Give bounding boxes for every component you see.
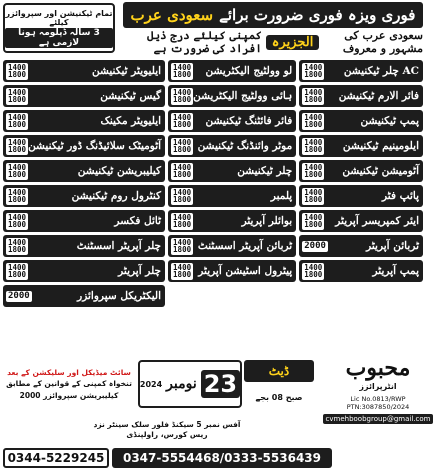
- salary-value: 1800: [173, 245, 192, 254]
- job-title: آٹومیٹک سلائیڈنگ ڈور ٹیکنیشن: [28, 140, 162, 152]
- salary-value: 1400: [173, 112, 192, 122]
- salary-value: 1800: [8, 220, 27, 229]
- job-cell: [3, 285, 165, 307]
- salary-value: 1400: [304, 162, 323, 172]
- salary-value: 1400: [8, 212, 27, 222]
- interview-label: ڈیٹ: [244, 360, 314, 382]
- job-cell: [168, 260, 296, 282]
- salary-value: 1400: [8, 237, 27, 247]
- job-cell: [3, 160, 165, 182]
- job-title: کیلیبریشن ٹیکنیشن: [77, 165, 162, 177]
- job-cell: [168, 110, 296, 132]
- salary-value: 1800: [8, 270, 27, 279]
- job-salary: [171, 238, 193, 255]
- salary-value: 1400: [173, 137, 192, 147]
- job-title: ٹربائن آپریٹر: [366, 240, 419, 252]
- job-cell: [3, 210, 165, 232]
- job-title: پمپ آپریٹر: [372, 265, 419, 277]
- job-salary: [6, 138, 28, 155]
- salary-value: 1400: [173, 187, 192, 197]
- job-cell: [299, 110, 423, 132]
- salary-value: 2000: [8, 290, 30, 301]
- job-cell: [168, 235, 296, 257]
- job-title: AC چلر ٹیکنیشن: [343, 65, 419, 77]
- headline-banner: [123, 2, 423, 28]
- salary-value: 1400: [8, 62, 27, 72]
- pay-line-1: سائٹ میڈیکل اور سلیکشن کے بعد: [7, 368, 131, 378]
- salary-value: 1400: [8, 87, 27, 97]
- salary-value: 1400: [304, 187, 323, 197]
- salary-value: 1400: [8, 162, 27, 172]
- address-line-1: آفس نمبر 5 سیکنڈ فلور سلک سینٹر نزد: [93, 419, 241, 429]
- header: [0, 0, 426, 60]
- diploma-note: [3, 3, 115, 53]
- job-title: گیس ٹیکنیشن: [100, 90, 162, 102]
- headline-prefix: فوری ویزہ فوری ضرورت برائے: [219, 6, 416, 24]
- job-salary: [6, 291, 32, 302]
- salary-value: 1800: [173, 195, 192, 204]
- job-title: کنٹرول روم ٹیکنیشن: [71, 190, 162, 202]
- job-title: ایلیویٹر مکینک: [100, 115, 162, 127]
- salary-value: 1800: [304, 95, 323, 104]
- interview-date: [138, 360, 242, 408]
- job-cell: [299, 160, 423, 182]
- job-salary: [302, 88, 324, 105]
- calibration-title: کیلیبریشن سپروائزر: [43, 390, 119, 400]
- job-salary: [171, 188, 193, 205]
- job-cell: [3, 235, 165, 257]
- job-cell: [299, 235, 423, 257]
- job-salary: [302, 213, 324, 230]
- salary-value: 1400: [304, 212, 323, 222]
- job-cell: [3, 260, 165, 282]
- job-cell: [3, 110, 165, 132]
- job-grid: [3, 60, 423, 307]
- job-title: پیٹرول اسٹیشن آپریٹر: [198, 265, 293, 277]
- salary-value: 1800: [304, 120, 323, 129]
- interview-time: صبح 08 بجے: [255, 392, 303, 402]
- job-title: الیکٹریکل سپروائزر: [77, 290, 162, 302]
- job-cell: [168, 210, 296, 232]
- job-salary: [302, 113, 324, 130]
- job-title: موٹر وائنڈنگ ٹیکنیشن: [197, 140, 293, 152]
- job-salary: [6, 213, 28, 230]
- salary-value: 1400: [8, 262, 27, 272]
- headline-subline: [123, 31, 423, 53]
- job-cell: [168, 135, 296, 157]
- salary-value: 1400: [8, 112, 27, 122]
- salary-value: 1800: [8, 245, 27, 254]
- job-title: آٹومیشن ٹیکنیشن: [342, 165, 419, 177]
- brand-sub: انٹرپرائزز: [359, 382, 397, 392]
- job-salary: [302, 138, 324, 155]
- brand-name: محبوب: [345, 355, 411, 381]
- job-title: ہائی وولٹیج الیکٹریشن: [193, 90, 293, 102]
- job-title: فائر فائٹنگ ٹیکنیشن: [205, 115, 293, 127]
- job-salary: [171, 213, 193, 230]
- salary-value: 1800: [173, 95, 192, 104]
- job-salary: [302, 63, 324, 80]
- job-salary: [302, 241, 328, 252]
- job-cell: [299, 85, 423, 107]
- company-brand: [325, 355, 431, 470]
- job-salary: [171, 88, 193, 105]
- salary-value: 1800: [173, 270, 192, 279]
- pay-terms: [3, 360, 135, 408]
- pay-line-2: تنخواہ کمپنی کے قوانین کے مطابق: [6, 379, 132, 389]
- job-title: چلر آپریٹر اسسٹنٹ: [76, 240, 162, 252]
- subline-suffix: کمپنی کیلئے درج ذیل افراد کی ضرورت ہے: [147, 29, 262, 55]
- licence-line-2: PTN:3087850/2024: [346, 403, 410, 412]
- licence-number: [347, 395, 410, 411]
- salary-value: 1400: [173, 62, 192, 72]
- job-cell: [168, 160, 296, 182]
- job-title: ٹربائن آپریٹر اسسٹنٹ: [197, 240, 293, 252]
- job-title: ایلیویٹر ٹیکنیشن: [92, 65, 162, 77]
- job-title: چلر آپریٹر: [118, 265, 162, 277]
- calibration-salary: 2000: [19, 390, 41, 400]
- job-title: فائر الارم ٹیکنیشن: [338, 90, 419, 102]
- salary-value: 1400: [304, 137, 323, 147]
- job-salary: [302, 163, 324, 180]
- salary-value: 1800: [304, 145, 323, 154]
- salary-value: 1800: [8, 195, 27, 204]
- salary-value: 1800: [8, 95, 27, 104]
- job-salary: [302, 188, 324, 205]
- headline-country: سعودی عرب: [130, 6, 214, 24]
- subline-prefix: سعودی عرب کی مشہور و معروف: [342, 29, 423, 55]
- salary-value: 1800: [173, 70, 192, 79]
- job-salary: [171, 138, 193, 155]
- job-title: ایئر کمپریسر آپریٹر: [335, 215, 419, 227]
- salary-value: 1800: [173, 170, 192, 179]
- job-salary: [6, 88, 28, 105]
- salary-value: 1800: [8, 145, 27, 154]
- salary-value: 1800: [8, 70, 27, 79]
- salary-value: 1800: [304, 195, 323, 204]
- salary-value: 1800: [8, 120, 27, 129]
- job-cell: [299, 135, 423, 157]
- salary-value: 1800: [173, 145, 192, 154]
- job-cell: [299, 185, 423, 207]
- salary-value: 2000: [304, 240, 326, 251]
- phone-secondary: 0344-5229245: [3, 448, 109, 468]
- job-title: چلر ٹیکنیشن: [237, 165, 293, 177]
- job-salary: [171, 263, 193, 280]
- job-cell: [299, 260, 423, 282]
- salary-value: 1800: [304, 70, 323, 79]
- job-cell: [168, 85, 296, 107]
- job-title: پلمبر: [270, 190, 293, 202]
- job-salary: [6, 163, 28, 180]
- job-cell: [168, 185, 296, 207]
- job-cell: [3, 135, 165, 157]
- salary-value: 1800: [8, 170, 27, 179]
- job-cell: [3, 85, 165, 107]
- interview-year: 2024: [139, 379, 163, 389]
- salary-value: 1400: [173, 212, 192, 222]
- salary-value: 1400: [304, 62, 323, 72]
- job-cell: [3, 60, 165, 82]
- job-cell: [3, 185, 165, 207]
- job-salary: [6, 263, 28, 280]
- salary-value: 1800: [173, 120, 192, 129]
- licence-line-1: Lic No.0813/RWP: [350, 395, 406, 404]
- job-title: پائپ فٹر: [382, 190, 419, 202]
- salary-value: 1800: [304, 170, 323, 179]
- job-salary: [171, 113, 193, 130]
- bottom-section: [0, 355, 431, 473]
- job-salary: [302, 263, 324, 280]
- job-salary: [6, 113, 28, 130]
- job-salary: [6, 238, 28, 255]
- address-line-2: ریس کورس، راولپنڈی: [126, 430, 208, 439]
- salary-value: 1400: [173, 237, 192, 247]
- interview-day: 23: [201, 370, 240, 398]
- job-cell: [299, 60, 423, 82]
- salary-value: 1400: [304, 87, 323, 97]
- job-title: ٹائل فکسر: [114, 215, 162, 227]
- company-name: الجزیرہ: [266, 35, 320, 50]
- job-title: لو وولٹیج الیکٹریشن: [205, 65, 293, 77]
- interview-month: نومبر: [166, 376, 197, 392]
- salary-value: 1800: [173, 220, 192, 229]
- job-title: پمپ ٹیکنیشن: [360, 115, 419, 127]
- calibration-row: [20, 390, 119, 401]
- note-line-2: 3 سالہ ڈپلومہ ہونا لازمی ہے: [5, 28, 113, 48]
- salary-value: 1400: [8, 187, 27, 197]
- salary-value: 1400: [8, 137, 27, 147]
- salary-value: 1400: [173, 262, 192, 272]
- job-cell: [168, 60, 296, 82]
- job-salary: [171, 63, 193, 80]
- office-address: [3, 412, 331, 448]
- job-title: ایلومینیم ٹیکنیشن: [342, 140, 419, 152]
- email-address: cvmehboobgroup@gmail.com: [323, 414, 433, 424]
- phone-numbers: 0347-5554468/0333-5536439: [112, 448, 332, 468]
- salary-value: 1400: [173, 162, 192, 172]
- salary-value: 1400: [304, 262, 323, 272]
- job-salary: [6, 188, 28, 205]
- job-cell: [299, 210, 423, 232]
- note-line-1: تمام ٹیکنیشن اور سپروائزر کیلئے: [5, 8, 113, 27]
- salary-value: 1400: [173, 87, 192, 97]
- job-salary: [6, 63, 28, 80]
- job-salary: [171, 163, 193, 180]
- salary-value: 1800: [304, 220, 323, 229]
- salary-value: 1800: [304, 270, 323, 279]
- job-title: بوائلر آپریٹر: [241, 215, 293, 227]
- salary-value: 1400: [304, 112, 323, 122]
